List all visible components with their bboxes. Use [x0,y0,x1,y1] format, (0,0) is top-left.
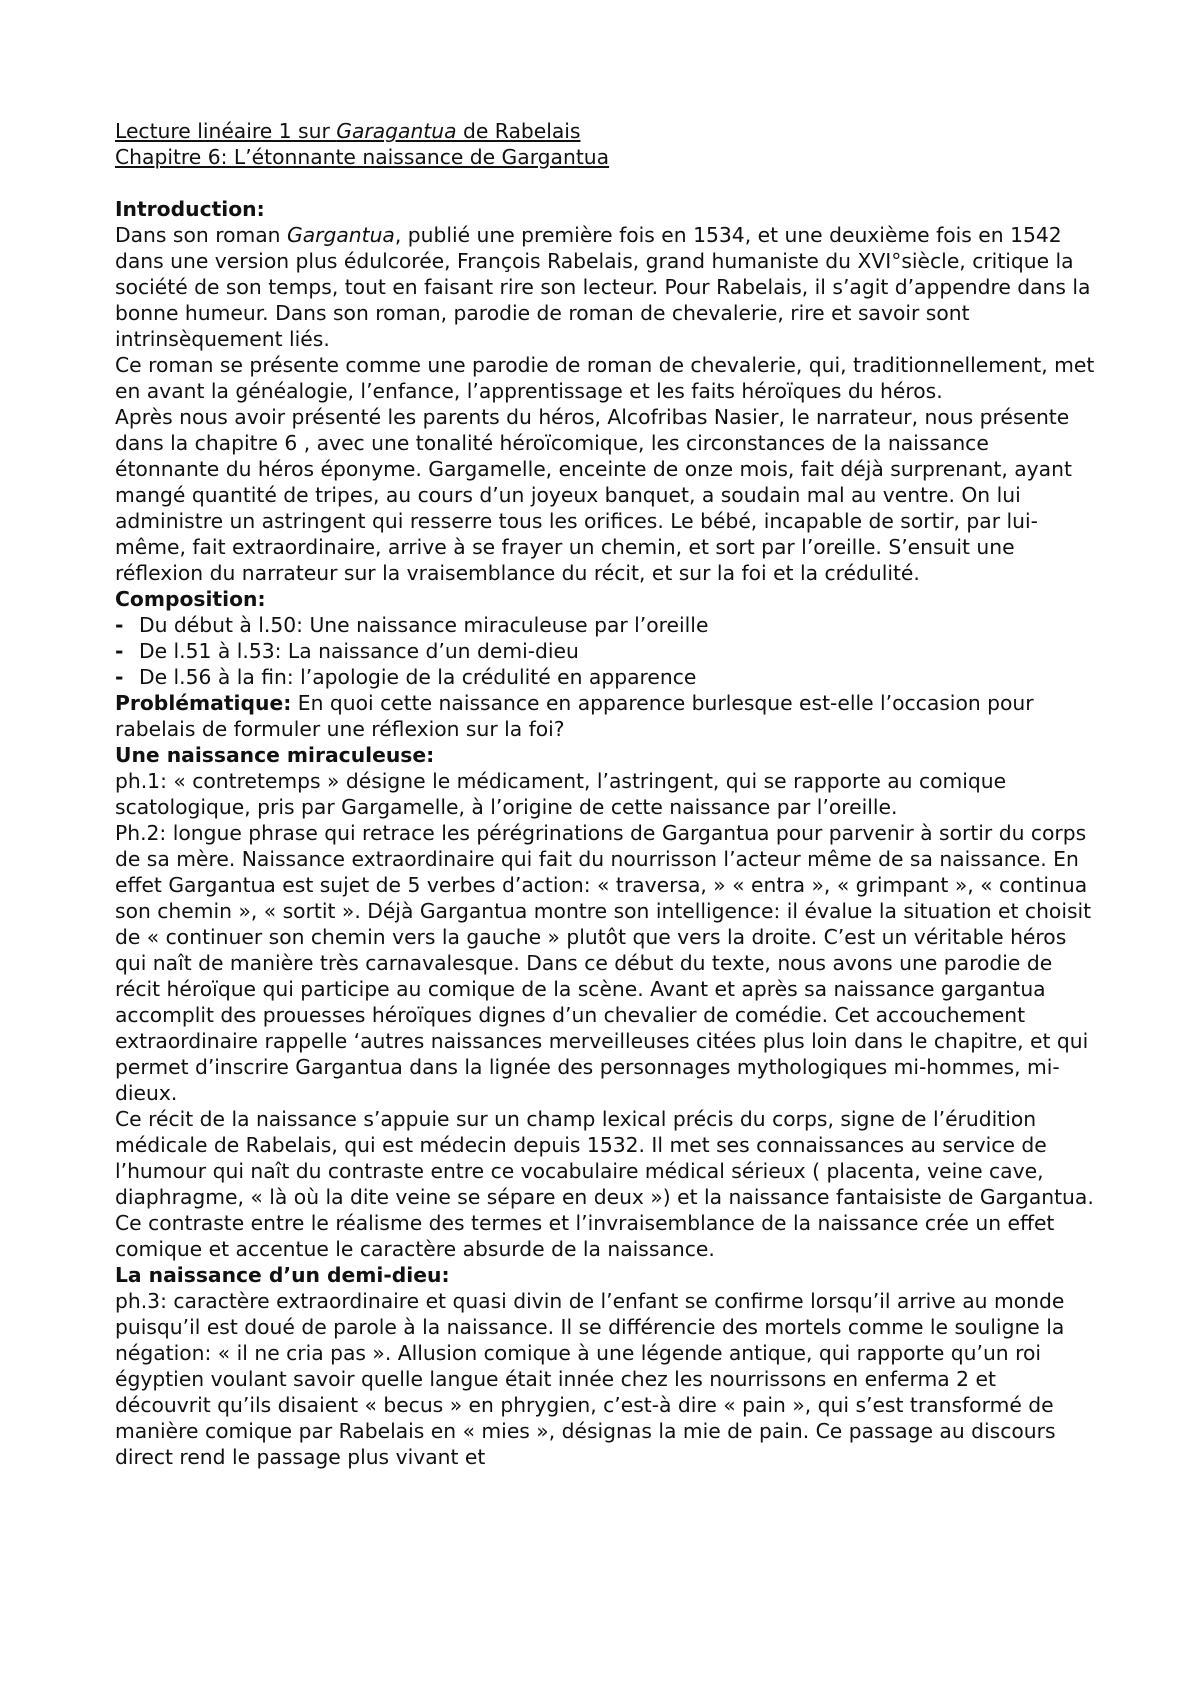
section1-heading: Une naissance miraculeuse: [115,743,435,767]
title-prefix: Lecture linéaire 1 sur [115,119,337,143]
chapter-title: Chapitre 6: L’étonnante naissance de Gargantua [115,145,610,169]
intro-text-b: , publié une première fois en 1534, et une deuxième fois en 1542 dans une version plus édulcorée, François Rabelais, grand humaniste du XVI°siècle, critique la société de son temps, tout en faisant rire son lecteur. Pour Rabelais, il s’agit d’appendre dans la bonne humeur. Dans son roman, parodie de roman de chevalerie, rire et savoir sont intrinsèquement liés. [115,223,1091,351]
composition-list [115,612,1095,690]
intro-text-a: Dans son roman [115,223,287,247]
problematique-label: Problématique: [115,691,292,715]
section2-heading: La naissance d’un demi-dieu: [115,1263,450,1287]
section1-paragraph-4: Ce contraste entre le réalisme des termes et l’invraisemblance de la naissance crée un effet comique et accentue le caractère absurde de la naissance. [115,1211,1055,1261]
problematique-paragraph [115,690,1095,742]
title-book: Garagantua [336,119,457,143]
introduction-paragraph-1 [115,222,1095,352]
section1-paragraph-2: Ph.2: longue phrase qui retrace les pérégrinations de Gargantua pour parvenir à sortir du corps de sa mère. Naissance extraordinaire qui fait du nourrisson l’acteur même de sa naissance. En effet Gargantua est sujet de 5 verbes d’action: « traversa, » « entra », « grimpant », « continua son chemin », « sortit ». Déjà Gargantua montre son intelligence: il évalue la situation et choisit de « continuer son chemin vers la gauche » plutôt que vers la droite. C’est un véritable héros qui naît de manière très carnavalesque. Dans ce début du texte, nous avons une parodie de récit héroïque qui participe au comique de la scène. Avant et après sa naissance gargantua accomplit des prouesses héroïques dignes d’un chevalier de comédie. Cet accouchement extraordinaire rappelle ‘autres naissances merveilleuses citées plus loin dans le chapitre, et qui permet d’inscrire Gargantua dans la lignée des personnages mythologiques mi-hommes, mi-dieux. [115,821,1092,1105]
introduction-heading: Introduction: [115,197,265,221]
section1-paragraph-3: Ce récit de la naissance s’appuie sur un champ lexical précis du corps, signe de l’érudition médicale de Rabelais, qui est médecin depuis 1532. Il met ses connaissances au service de l’humour qui naît du contraste entre ce vocabulaire médical sérieux ( placenta, veine cave, diaphragme, « là où la dite veine se sépare en deux ») et la naissance fantaisiste de Gargantua. [115,1107,1094,1209]
document-body [115,118,1095,1470]
composition-item: - De l.56 à la fin: l’apologie de la crédulité en apparence [115,664,1095,690]
title-suffix: de Rabelais [456,119,581,143]
composition-item: - De l.51 à l.53: La naissance d’un demi-dieu [115,638,1095,664]
composition-heading: Composition: [115,587,266,611]
composition-item: - Du début à l.50: Une naissance miraculeuse par l’oreille [115,612,1095,638]
section1-paragraph-1: ph.1: « contretemps » désigne le médicament, l’astringent, qui se rapporte au comique scatologique, pris par Gargamelle, à l’origine de cette naissance par l’oreille. [115,769,1007,819]
section2-paragraph-1: ph.3: caractère extraordinaire et quasi divin de l’enfant se confirme lorsqu’il arrive au monde puisqu’il est doué de parole à la naissance. Il se différencie des mortels comme le souligne la négation: « il ne cria pas ». Allusion comique à une légende antique, qui rapporte qu’un roi égyptien voulant savoir quelle langue était innée chez les nourrissons en enferma 2 et découvrit qu’ils disaient « becus » en phrygien, c’est-à dire « pain », qui s’est transformé de manière comique par Rabelais en « mies », désignas la mie de pain. Ce passage au discours direct rend le passage plus vivant et [115,1289,1065,1469]
introduction-paragraph-2: Ce roman se présente comme une parodie de roman de chevalerie, qui, traditionnellement, met en avant la généalogie, l’enfance, l’apprentissage et les faits héroïques du héros. [115,353,1095,403]
intro-book-title: Gargantua [286,223,395,247]
problematique-text: En quoi cette naissance en apparence burlesque est-elle l’occasion pour rabelais de formuler une réflexion sur la foi? [115,691,1034,741]
document-title [115,118,1095,144]
spacer [115,170,1095,196]
introduction-paragraph-3: Après nous avoir présenté les parents du héros, Alcofribas Nasier, le narrateur, nous présente dans la chapitre 6 , avec une tonalité héroïcomique, les circonstances de la naissance étonnante du héros éponyme. Gargamelle, enceinte de onze mois, fait déjà surprenant, ayant mangé quantité de tripes, au cours d’un joyeux banquet, a soudain mal au ventre. On lui administre un astringent qui resserre tous les orifices. Le bébé, incapable de sortir, par lui-même, fait extraordinaire, arrive à se frayer un chemin, et sort par l’oreille. S’ensuit une réflexion du narrateur sur la vraisemblance du récit, et sur la foi et la crédulité. [115,405,1072,585]
